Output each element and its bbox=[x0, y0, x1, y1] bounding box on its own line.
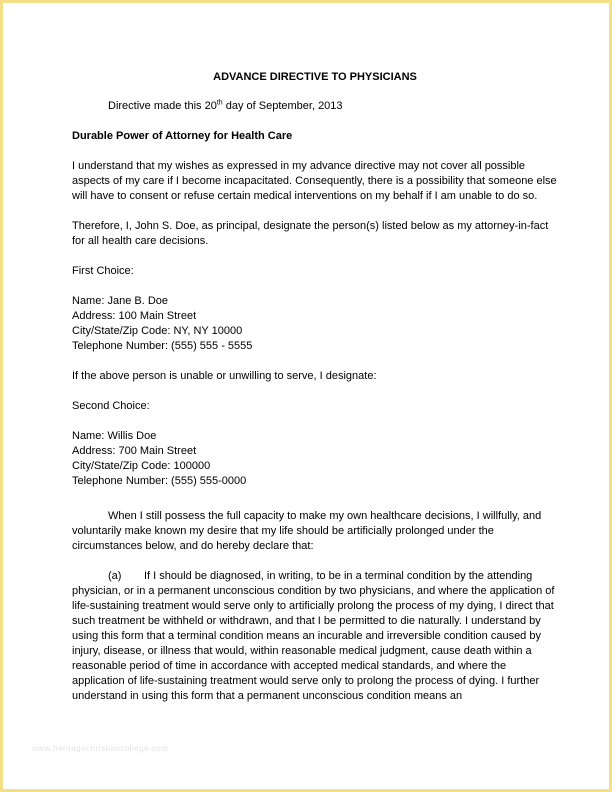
directive-superscript: th bbox=[216, 99, 223, 107]
document-title: ADVANCE DIRECTIVE TO PHYSICIANS bbox=[213, 71, 417, 83]
watermark: www.heritagechristiancollege.com bbox=[32, 744, 169, 753]
first-choice-name: Name: Jane B. Doe bbox=[72, 295, 168, 307]
second-choice-name: Name: Willis Doe bbox=[72, 430, 157, 442]
first-choice-phone: Telephone Number: (555) 555 - 5555 bbox=[72, 340, 253, 352]
first-choice-label: First Choice: bbox=[72, 265, 134, 277]
first-choice-block bbox=[72, 294, 558, 354]
declaration-paragraph: When I still possess the full capacity to make my own healthcare decisions, I willfully, and voluntarily make known my desire that my life should be artificially prolonged under the circumstances below, and do hereby declare that: bbox=[72, 510, 542, 552]
second-choice-phone: Telephone Number: (555) 555-0000 bbox=[72, 475, 247, 487]
second-choice-label: Second Choice: bbox=[72, 400, 150, 412]
second-choice-address: Address: 700 Main Street bbox=[72, 445, 197, 457]
first-choice-address: Address: 100 Main Street bbox=[72, 310, 197, 322]
intro-paragraph: I understand that my wishes as expressed in my advance directive may not cover all possible aspects of my care if I become incapacitated. Consequently, there is a possibility that someone else will have to consent or refuse certain medical interventions on my behalf if I am unable to do so. bbox=[72, 160, 557, 202]
second-choice-city: City/State/Zip Code: 100000 bbox=[72, 460, 211, 472]
clause-a-text: If I should be diagnosed, in writing, to be in a terminal condition by the attending physician, or in a permanent unconscious condition by two physicians, and where the application of life-sustaining treatment would serve only to artificially prolong the process of my dying, I direct that such treatment be withheld or withdrawn, and that I be permitted to die naturally. I understand by using this form that a terminal condition means an incurable and irreversible condition caused by injury, disease, or illness that would, within reasonable medical judgment, cause death within a reasonable period of time in accordance with accepted medical standards, and where the application of life-sustaining treatment would serve only to prolong the process of dying. I further understand in using this form that a permanent unconscious condition means an bbox=[72, 570, 555, 702]
directive-prefix: Directive made this 20 bbox=[108, 100, 217, 112]
alternate-paragraph: If the above person is unable or unwilling to serve, I designate: bbox=[72, 370, 377, 382]
second-choice-block bbox=[72, 429, 558, 489]
directive-date-line bbox=[108, 99, 558, 114]
section-heading: Durable Power of Attorney for Health Care bbox=[72, 130, 293, 142]
document-page bbox=[72, 70, 558, 704]
directive-suffix: day of September, 2013 bbox=[222, 100, 343, 112]
first-choice-city: City/State/Zip Code: NY, NY 10000 bbox=[72, 325, 243, 337]
clause-a-label: (a) bbox=[108, 570, 122, 582]
designate-paragraph: Therefore, I, John S. Doe, as principal, designate the person(s) listed below as my attorney-in-fact for all health care decisions. bbox=[72, 220, 549, 247]
clause-a-paragraph bbox=[72, 569, 558, 704]
